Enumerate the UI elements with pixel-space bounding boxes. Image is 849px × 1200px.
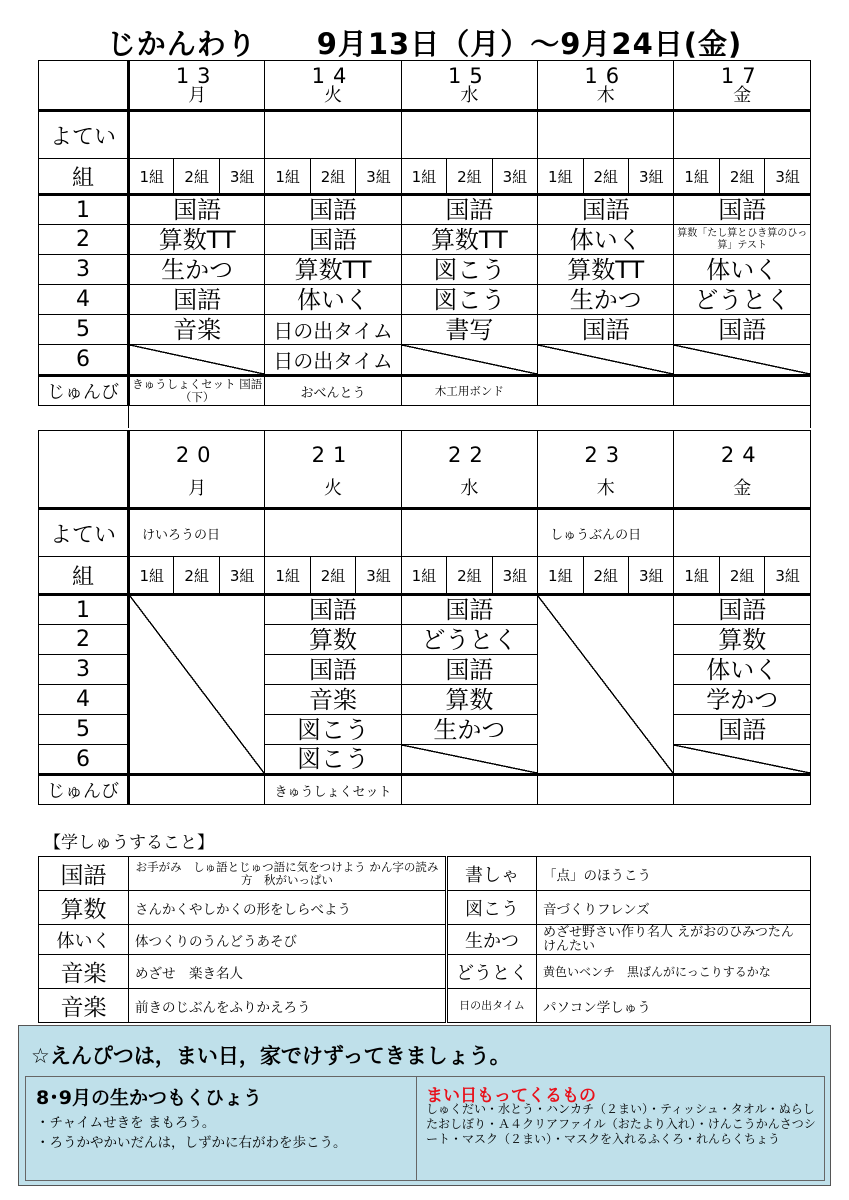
- junbi-cell: [401, 775, 537, 805]
- study-content: さんかくやしかくの形をしらべよう: [129, 891, 447, 925]
- subject-cell: 国語: [265, 655, 401, 685]
- class-3-label: 3組: [492, 159, 537, 195]
- study-subject: 生かつ: [447, 925, 537, 955]
- yotei-cell: [265, 111, 401, 159]
- study-content: パソコン学しゅう: [537, 989, 811, 1023]
- yotei-cell: けいろうの日: [129, 509, 265, 557]
- yotei-label: よてい: [39, 509, 129, 557]
- study-subject: 日の出タイム: [447, 989, 537, 1023]
- goal-item: ・ろうかやかいだんは，しずかに右がわを歩こう。: [36, 1135, 347, 1151]
- day-header: 16 木: [538, 61, 674, 111]
- subject-cell: 図こう: [265, 715, 401, 745]
- yotei-cell: [401, 509, 537, 557]
- kumi-label: 組: [39, 557, 129, 595]
- class-3-label: 3組: [356, 557, 401, 595]
- subject-cell: 国語: [401, 595, 537, 625]
- subject-cell: 算数: [674, 625, 811, 655]
- corner-cell: [39, 431, 129, 509]
- subject-cell: 生かつ: [538, 285, 674, 315]
- subject-cell: 体いく: [265, 285, 401, 315]
- day-header: 14 火: [265, 61, 401, 111]
- junbi-cell: [674, 376, 811, 406]
- subject-cell: 体いく: [674, 655, 811, 685]
- subject-cell: 算数TT: [129, 225, 265, 255]
- junbi-cell: きゅうしょくセット: [265, 775, 401, 805]
- class-2-label: 2組: [583, 557, 628, 595]
- yotei-cell: [265, 509, 401, 557]
- junbi-label: じゅんび: [39, 376, 129, 406]
- corner-cell: [39, 61, 129, 111]
- subject-cell: 図こう: [401, 255, 537, 285]
- class-2-label: 2組: [719, 557, 764, 595]
- subject-cell: 音楽: [129, 315, 265, 345]
- subject-cell: 生かつ: [129, 255, 265, 285]
- day-header: 15 水: [401, 61, 537, 111]
- day-header: 17 金: [674, 61, 811, 111]
- notice-panel: [18, 1025, 831, 1186]
- empty-slot: [401, 745, 537, 775]
- goal-title: 8･9月の生かつもくひょう: [36, 1087, 262, 1109]
- study-subject: 音楽: [39, 989, 129, 1023]
- period-label: 6: [39, 745, 129, 775]
- study-subject: 図こう: [447, 891, 537, 925]
- class-3-label: 3組: [492, 557, 537, 595]
- page-title: じかんわり 9月13日（月）～9月24日(金): [106, 27, 743, 61]
- yotei-label: よてい: [39, 111, 129, 159]
- kumi-label: 組: [39, 159, 129, 195]
- empty-slot: [674, 745, 811, 775]
- week2-timetable: [38, 430, 811, 805]
- class-3-label: 3組: [219, 159, 264, 195]
- subject-cell: 国語: [538, 195, 674, 225]
- junbi-cell: [538, 775, 674, 805]
- goal-item: ・チャイムせきを まもろう。: [36, 1115, 216, 1131]
- class-3-label: 3組: [765, 557, 811, 595]
- class-3-label: 3組: [628, 557, 673, 595]
- class-2-label: 2組: [174, 557, 219, 595]
- study-content: 音づくりフレンズ: [537, 891, 811, 925]
- class-2-label: 2組: [174, 159, 219, 195]
- class-2-label: 2組: [310, 557, 355, 595]
- subject-cell: 国語: [674, 195, 811, 225]
- subject-cell: 日の出タイム: [265, 315, 401, 345]
- study-content: めざせ 楽き名人: [129, 955, 447, 989]
- subject-cell: 国語: [265, 225, 401, 255]
- subject-cell: 算数TT: [265, 255, 401, 285]
- study-subject: どうとく: [447, 955, 537, 989]
- class-1-label: 1組: [538, 159, 583, 195]
- class-2-label: 2組: [447, 557, 492, 595]
- study-subject: 算数: [39, 891, 129, 925]
- junbi-cell: [674, 775, 811, 805]
- divider: [416, 1077, 417, 1180]
- study-table: [38, 856, 811, 1023]
- class-1-label: 1組: [674, 159, 719, 195]
- study-content: 前きのじぶんをふりかえろう: [129, 989, 447, 1023]
- subject-cell: 算数TT: [401, 225, 537, 255]
- class-1-label: 1組: [401, 159, 446, 195]
- subject-cell: 生かつ: [401, 715, 537, 745]
- subject-cell: 国語: [129, 285, 265, 315]
- class-2-label: 2組: [719, 159, 764, 195]
- bring-title: まい日もってくるもの: [426, 1086, 596, 1106]
- notice-box: [25, 1076, 825, 1181]
- period-label: 4: [39, 285, 129, 315]
- subject-cell: 国語: [401, 655, 537, 685]
- period-label: 3: [39, 255, 129, 285]
- class-2-label: 2組: [583, 159, 628, 195]
- study-content: 「点」のほうこう: [537, 857, 811, 891]
- period-label: 6: [39, 345, 129, 376]
- subject-cell: 算数TT: [538, 255, 674, 285]
- subject-cell: 図こう: [265, 745, 401, 775]
- class-1-label: 1組: [674, 557, 719, 595]
- class-3-label: 3組: [628, 159, 673, 195]
- subject-cell: 国語: [538, 315, 674, 345]
- class-3-label: 3組: [765, 159, 811, 195]
- junbi-cell: おべんとう: [265, 376, 401, 406]
- subject-cell: 国語: [265, 195, 401, 225]
- subject-cell: 国語: [401, 195, 537, 225]
- yotei-cell: しゅうぶんの日: [538, 509, 674, 557]
- class-3-label: 3組: [219, 557, 264, 595]
- subject-cell: 国語: [129, 195, 265, 225]
- day-header: 23 木: [538, 431, 674, 509]
- day-header: 21 火: [265, 431, 401, 509]
- study-heading: 【学しゅうすること】: [44, 833, 214, 853]
- period-label: 5: [39, 715, 129, 745]
- day-header: 24 金: [674, 431, 811, 509]
- holiday-block: [129, 595, 265, 775]
- spacer: [129, 406, 811, 428]
- subject-cell: 国語: [265, 595, 401, 625]
- subject-cell: 学かつ: [674, 685, 811, 715]
- subject-cell: 図こう: [401, 285, 537, 315]
- junbi-cell: [538, 376, 674, 406]
- empty-slot: [538, 345, 674, 376]
- study-subject: 国語: [39, 857, 129, 891]
- class-1-label: 1組: [129, 159, 174, 195]
- class-2-label: 2組: [310, 159, 355, 195]
- class-2-label: 2組: [447, 159, 492, 195]
- junbi-cell: [129, 775, 265, 805]
- yotei-cell: [129, 111, 265, 159]
- class-1-label: 1組: [265, 557, 310, 595]
- period-label: 2: [39, 625, 129, 655]
- study-content: 黄色いベンチ 黒ばんがにっこりするかな: [537, 955, 811, 989]
- subject-cell: どうとく: [674, 285, 811, 315]
- day-header: 22 水: [401, 431, 537, 509]
- week1-timetable: [38, 60, 811, 428]
- study-subject: 音楽: [39, 955, 129, 989]
- spacer: [39, 406, 129, 428]
- study-subject: 体いく: [39, 925, 129, 955]
- pencil-notice: ☆えんぴつは，まい日，家でけずってきましょう。: [31, 1044, 511, 1068]
- junbi-cell: 木工用ボンド: [401, 376, 537, 406]
- empty-slot: [401, 345, 537, 376]
- period-label: 1: [39, 195, 129, 225]
- subject-cell: 書写: [401, 315, 537, 345]
- subject-cell: 体いく: [538, 225, 674, 255]
- class-1-label: 1組: [265, 159, 310, 195]
- subject-cell: 算数: [265, 625, 401, 655]
- class-1-label: 1組: [538, 557, 583, 595]
- bring-list: しゅくだい・水とう・ハンカチ（２まい）・ティッシュ・タオル・ぬらしたおしぼり・Ａ４クリアファイル（おたより入れ）・けんこうかんさつシート・マスク（２まい）・マスクを入れるふくろ・れんらくちょう: [426, 1102, 816, 1146]
- subject-cell: どうとく: [401, 625, 537, 655]
- study-content: お手がみ しゅ語とじゅつ語に気をつけよう かん字の読み方 秋がいっぱい: [129, 857, 447, 891]
- subject-cell: 国語: [674, 315, 811, 345]
- day-header: 13 月: [129, 61, 265, 111]
- yotei-cell: [401, 111, 537, 159]
- study-subject: 書しゃ: [447, 857, 537, 891]
- subject-cell: 音楽: [265, 685, 401, 715]
- yotei-cell: [674, 509, 811, 557]
- subject-cell: 算数「たし算とひき算のひっ算」テスト: [674, 225, 811, 255]
- empty-slot: [129, 345, 265, 376]
- subject-cell: 国語: [674, 595, 811, 625]
- period-label: 2: [39, 225, 129, 255]
- class-3-label: 3組: [356, 159, 401, 195]
- subject-cell: 算数: [401, 685, 537, 715]
- subject-cell: 日の出タイム: [265, 345, 401, 376]
- period-label: 1: [39, 595, 129, 625]
- junbi-cell: きゅうしょくセット 国語（下）: [129, 376, 265, 406]
- class-1-label: 1組: [129, 557, 174, 595]
- study-content: 体つくりのうんどうあそび: [129, 925, 447, 955]
- period-label: 3: [39, 655, 129, 685]
- period-label: 4: [39, 685, 129, 715]
- junbi-label: じゅんび: [39, 775, 129, 805]
- holiday-block: [538, 595, 674, 775]
- class-1-label: 1組: [401, 557, 446, 595]
- subject-cell: 体いく: [674, 255, 811, 285]
- yotei-cell: [538, 111, 674, 159]
- period-label: 5: [39, 315, 129, 345]
- day-header: 20 月: [129, 431, 265, 509]
- subject-cell: 国語: [674, 715, 811, 745]
- study-content: めざせ野さい作り名人 えがおのひみつたんけんたい: [537, 925, 811, 955]
- empty-slot: [674, 345, 811, 376]
- yotei-cell: [674, 111, 811, 159]
